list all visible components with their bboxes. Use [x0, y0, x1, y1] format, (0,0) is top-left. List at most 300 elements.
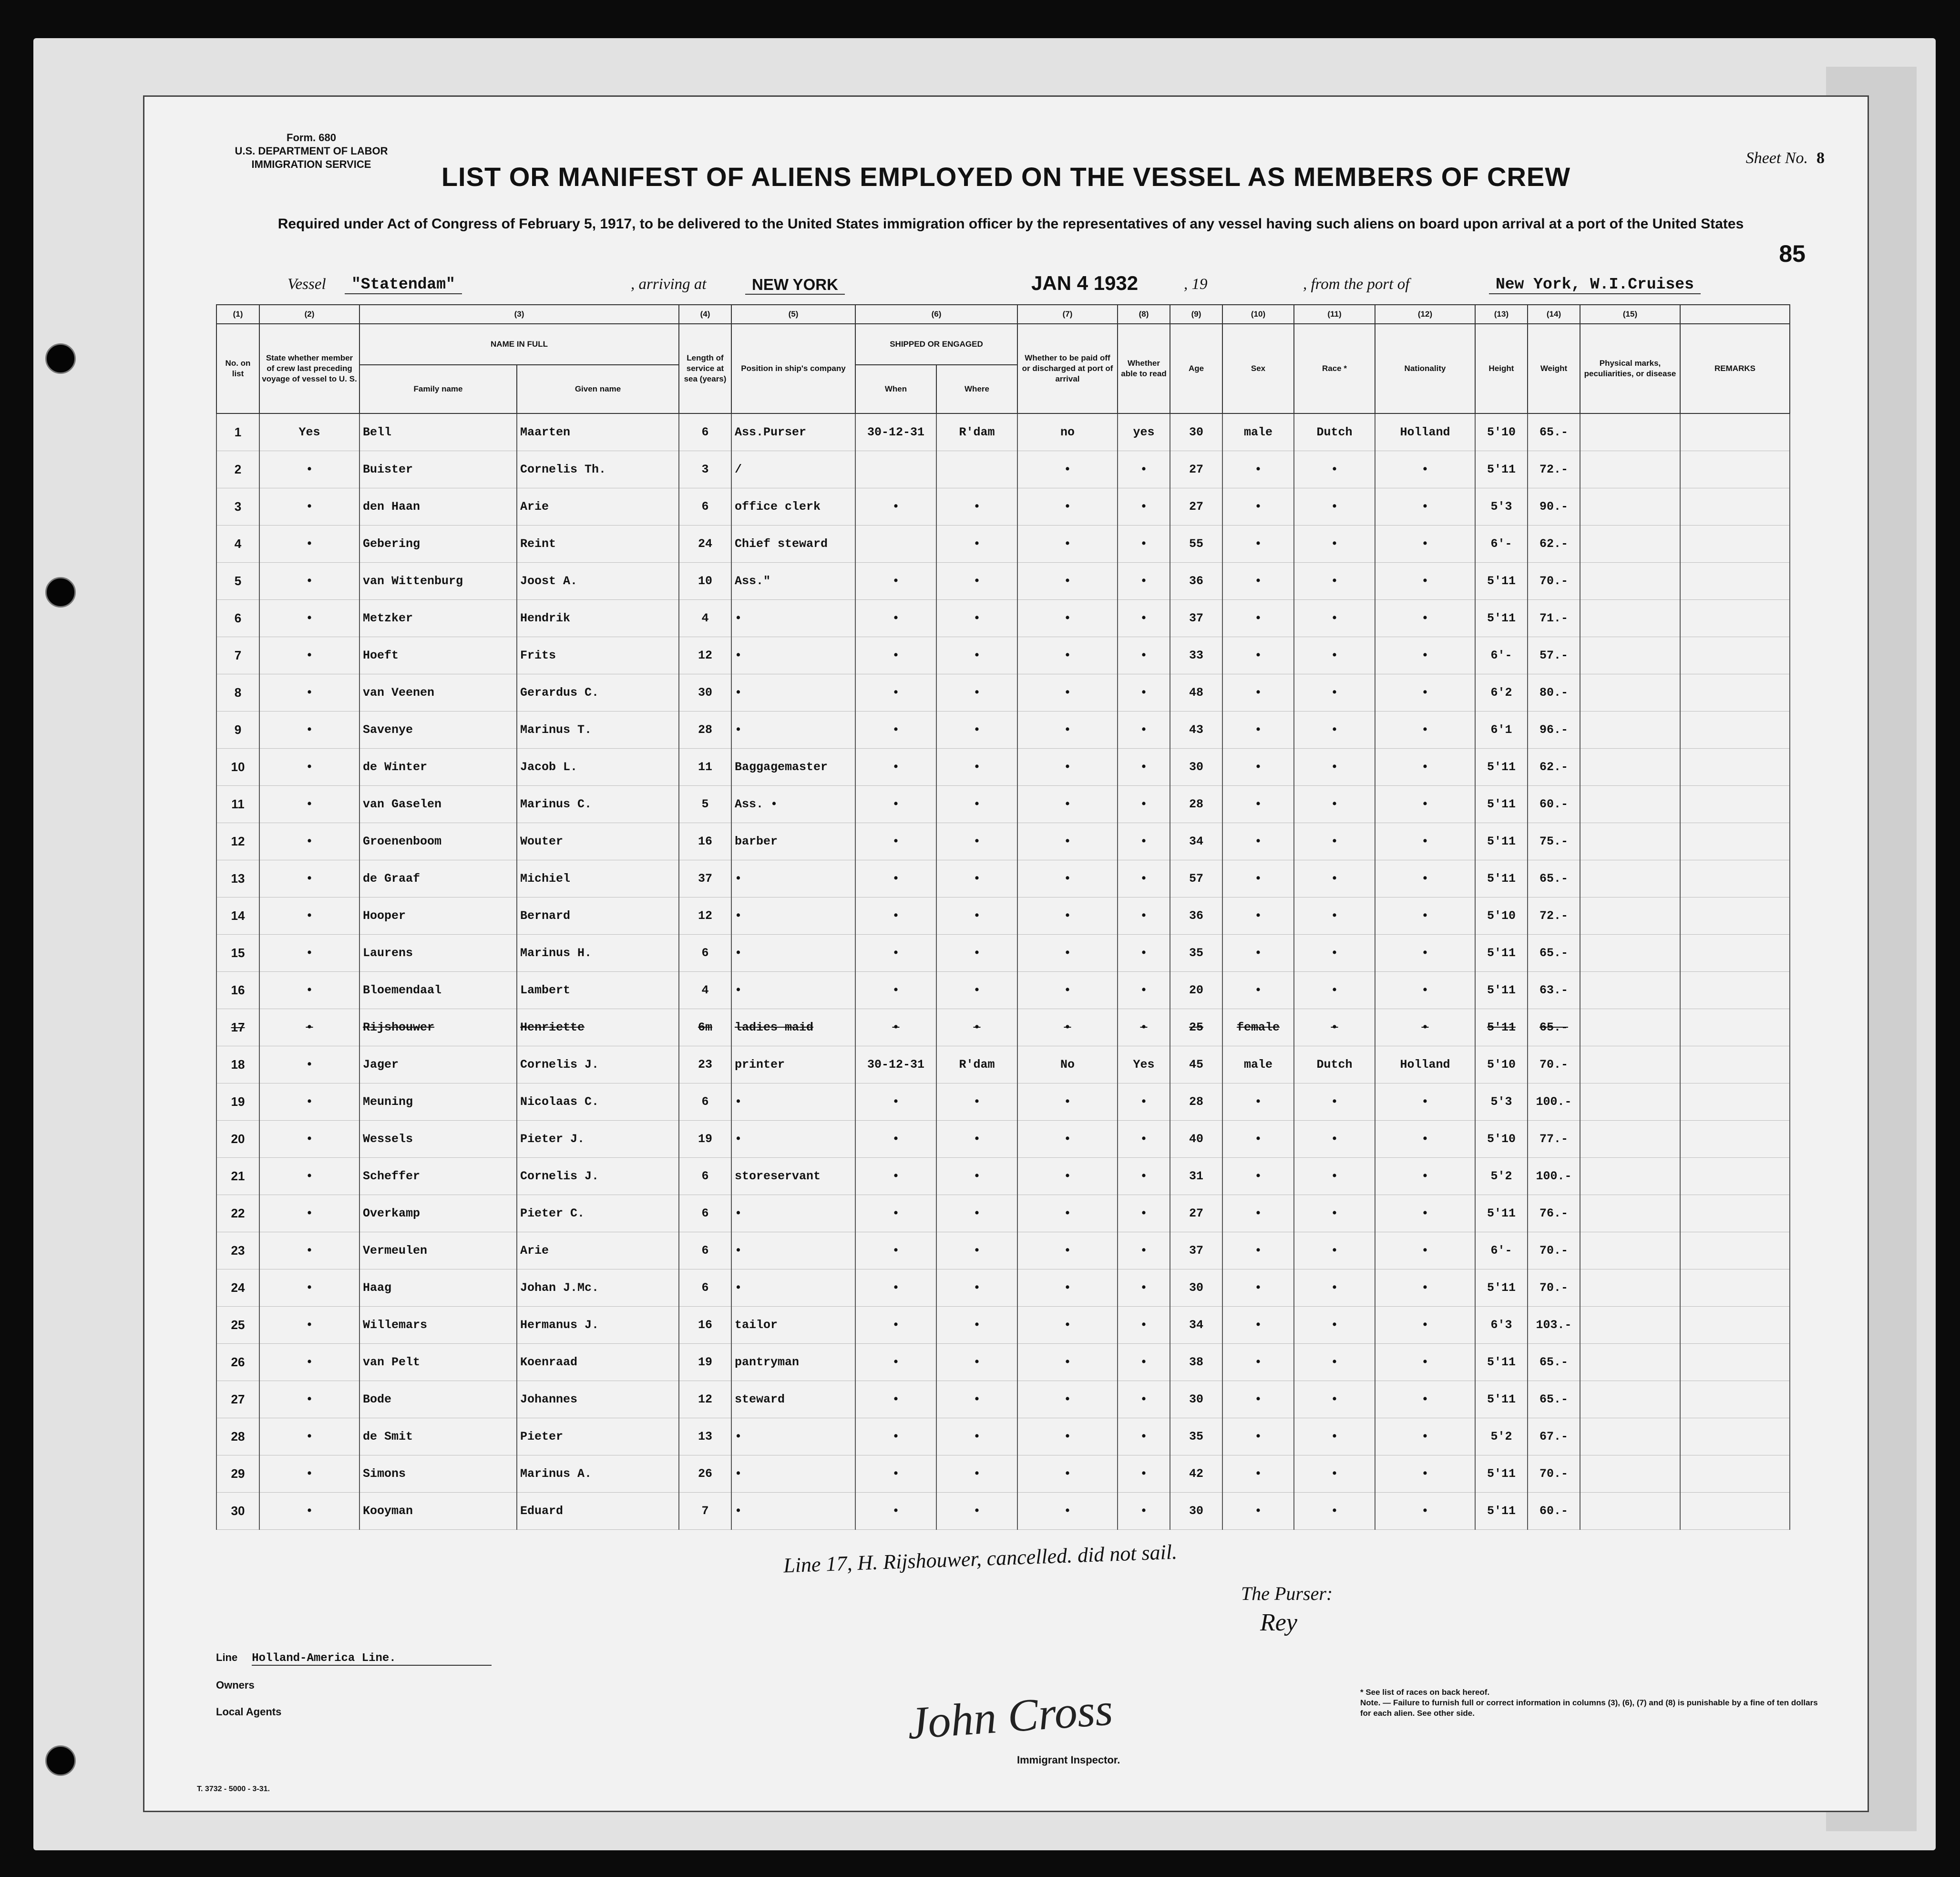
table-row: [216, 1493, 1790, 1530]
ship-position: /: [731, 451, 855, 488]
ship-position: •: [731, 1493, 855, 1530]
shipped-when: •: [855, 897, 936, 935]
height: 5'10: [1475, 897, 1528, 935]
weight: 65.-: [1528, 1344, 1580, 1381]
shipped-where: •: [936, 1418, 1017, 1455]
header-race: Race *: [1294, 324, 1375, 413]
given-name: Arie: [517, 1232, 679, 1269]
family-name: Vermeulen: [359, 1232, 517, 1269]
weight: 72.-: [1528, 897, 1580, 935]
weight: 63.-: [1528, 972, 1580, 1009]
shipped-when: •: [855, 786, 936, 823]
ship-position: •: [731, 1121, 855, 1158]
age: 34: [1170, 823, 1222, 860]
shipped-where: •: [936, 1344, 1017, 1381]
height: 5'3: [1475, 1083, 1528, 1121]
footer-fields: [216, 1644, 492, 1725]
sex: •: [1222, 1381, 1294, 1418]
nationality: •: [1375, 1158, 1475, 1195]
member-previous-voyage: •: [259, 488, 359, 526]
age: 35: [1170, 935, 1222, 972]
service-length: 16: [679, 1307, 731, 1344]
age: 43: [1170, 712, 1222, 749]
age: 28: [1170, 1083, 1222, 1121]
table-row: [216, 786, 1790, 823]
able-to-read: •: [1118, 1493, 1170, 1530]
race: •: [1294, 1158, 1375, 1195]
remarks: [1680, 786, 1790, 823]
family-name: Hoeft: [359, 637, 517, 674]
nationality: •: [1375, 786, 1475, 823]
nationality: Holland: [1375, 413, 1475, 451]
family-name: van Wittenburg: [359, 563, 517, 600]
age: 36: [1170, 563, 1222, 600]
family-name: Bell: [359, 413, 517, 451]
sex: •: [1222, 823, 1294, 860]
sequence-number: 85: [1779, 240, 1806, 267]
shipped-when: •: [855, 1232, 936, 1269]
sex: •: [1222, 563, 1294, 600]
shipped-where: •: [936, 1232, 1017, 1269]
shipped-where: •: [936, 1195, 1017, 1232]
header-member: State whether member of crew last preceding voyage of vessel to U. S.: [259, 324, 359, 413]
ship-position: •: [731, 1232, 855, 1269]
physical-marks: [1580, 1455, 1680, 1493]
physical-marks: [1580, 712, 1680, 749]
paid-off: •: [1017, 1455, 1118, 1493]
given-name: Koenraad: [517, 1344, 679, 1381]
sex: •: [1222, 1455, 1294, 1493]
family-name: Scheffer: [359, 1158, 517, 1195]
shipped-where: •: [936, 1381, 1017, 1418]
shipped-where: •: [936, 1493, 1017, 1530]
height: 5'10: [1475, 1046, 1528, 1083]
given-name: Cornelis Th.: [517, 451, 679, 488]
nationality: •: [1375, 674, 1475, 712]
table-row: [216, 563, 1790, 600]
able-to-read: •: [1118, 1455, 1170, 1493]
nationality: •: [1375, 563, 1475, 600]
remarks: [1680, 860, 1790, 897]
ship-position: •: [731, 712, 855, 749]
nationality: •: [1375, 823, 1475, 860]
family-name: de Smit: [359, 1418, 517, 1455]
height: 5'11: [1475, 786, 1528, 823]
family-name: Haag: [359, 1269, 517, 1307]
service-length: 4: [679, 600, 731, 637]
height: 5'10: [1475, 1121, 1528, 1158]
shipped-when: •: [855, 600, 936, 637]
given-name: Cornelis J.: [517, 1158, 679, 1195]
shipped-where: •: [936, 1083, 1017, 1121]
physical-marks: [1580, 786, 1680, 823]
table-row: [216, 860, 1790, 897]
row-number: 29: [216, 1455, 259, 1493]
able-to-read: •: [1118, 1269, 1170, 1307]
nationality: •: [1375, 1455, 1475, 1493]
age: 30: [1170, 1493, 1222, 1530]
able-to-read: •: [1118, 488, 1170, 526]
header-nationality: Nationality: [1375, 324, 1475, 413]
ship-position: •: [731, 1083, 855, 1121]
service-length: 6: [679, 935, 731, 972]
ship-position: barber: [731, 823, 855, 860]
service-length: 6: [679, 1232, 731, 1269]
row-number: 6: [216, 600, 259, 637]
physical-marks: [1580, 563, 1680, 600]
shipped-where: •: [936, 786, 1017, 823]
row-number: 28: [216, 1418, 259, 1455]
col-num: (14): [1528, 305, 1580, 324]
remarks: [1680, 413, 1790, 451]
given-name: Arie: [517, 488, 679, 526]
nationality: •: [1375, 451, 1475, 488]
paid-off: •: [1017, 674, 1118, 712]
height: 6'3: [1475, 1307, 1528, 1344]
remarks: [1680, 563, 1790, 600]
weight: 80.-: [1528, 674, 1580, 712]
remarks: [1680, 674, 1790, 712]
family-name: Overkamp: [359, 1195, 517, 1232]
paid-off: No: [1017, 1046, 1118, 1083]
physical-marks: [1580, 488, 1680, 526]
row-number: 1: [216, 413, 259, 451]
sex: female: [1222, 1009, 1294, 1046]
service-length: 28: [679, 712, 731, 749]
physical-marks: [1580, 972, 1680, 1009]
nationality: •: [1375, 1307, 1475, 1344]
physical-marks: [1580, 823, 1680, 860]
height: 6'1: [1475, 712, 1528, 749]
race: •: [1294, 1232, 1375, 1269]
shipped-when: [855, 451, 936, 488]
shipped-when: •: [855, 1121, 936, 1158]
service-length: 19: [679, 1121, 731, 1158]
shipped-where: •: [936, 488, 1017, 526]
nationality: •: [1375, 860, 1475, 897]
age: 31: [1170, 1158, 1222, 1195]
service-length: 12: [679, 1381, 731, 1418]
row-number: 24: [216, 1269, 259, 1307]
row-number: 5: [216, 563, 259, 600]
member-previous-voyage: •: [259, 1046, 359, 1083]
ship-position: Baggagemaster: [731, 749, 855, 786]
service-length: 30: [679, 674, 731, 712]
family-name: van Gaselen: [359, 786, 517, 823]
table-row: [216, 897, 1790, 935]
nationality: •: [1375, 600, 1475, 637]
physical-marks: [1580, 1083, 1680, 1121]
race: •: [1294, 1121, 1375, 1158]
given-name: Marinus T.: [517, 712, 679, 749]
nationality: •: [1375, 1381, 1475, 1418]
shipped-when: 30-12-31: [855, 413, 936, 451]
remarks: [1680, 897, 1790, 935]
given-name: Michiel: [517, 860, 679, 897]
physical-marks: [1580, 1232, 1680, 1269]
member-previous-voyage: •: [259, 1307, 359, 1344]
weight: 100.-: [1528, 1083, 1580, 1121]
remarks: [1680, 972, 1790, 1009]
table-row: [216, 712, 1790, 749]
sex: •: [1222, 860, 1294, 897]
race: Dutch: [1294, 1046, 1375, 1083]
ship-position: •: [731, 972, 855, 1009]
service-length: 16: [679, 823, 731, 860]
member-previous-voyage: •: [259, 897, 359, 935]
height: 5'11: [1475, 935, 1528, 972]
nationality: •: [1375, 1232, 1475, 1269]
paid-off: •: [1017, 1121, 1118, 1158]
age: 30: [1170, 413, 1222, 451]
shipped-when: •: [855, 1493, 936, 1530]
paid-off: •: [1017, 1269, 1118, 1307]
member-previous-voyage: •: [259, 1381, 359, 1418]
service-length: 6: [679, 1158, 731, 1195]
shipped-where: •: [936, 860, 1017, 897]
inspector-signature: John Cross: [905, 1683, 1115, 1749]
remarks: [1680, 488, 1790, 526]
physical-marks: [1580, 413, 1680, 451]
weight: 70.-: [1528, 1455, 1580, 1493]
member-previous-voyage: •: [259, 972, 359, 1009]
able-to-read: •: [1118, 1232, 1170, 1269]
row-number: 13: [216, 860, 259, 897]
ship-position: •: [731, 860, 855, 897]
physical-marks: [1580, 600, 1680, 637]
height: 5'2: [1475, 1418, 1528, 1455]
nationality: •: [1375, 637, 1475, 674]
table-row: [216, 1307, 1790, 1344]
member-previous-voyage: •: [259, 600, 359, 637]
physical-marks: [1580, 1046, 1680, 1083]
race: •: [1294, 637, 1375, 674]
paid-off: •: [1017, 712, 1118, 749]
height: 5'11: [1475, 1195, 1528, 1232]
weight: 62.-: [1528, 526, 1580, 563]
weight: 72.-: [1528, 451, 1580, 488]
table-row: [216, 935, 1790, 972]
family-name: Willemars: [359, 1307, 517, 1344]
able-to-read: •: [1118, 1381, 1170, 1418]
race: •: [1294, 674, 1375, 712]
given-name: Hendrik: [517, 600, 679, 637]
shipped-when: •: [855, 1269, 936, 1307]
remarks: [1680, 1455, 1790, 1493]
member-previous-voyage: •: [259, 637, 359, 674]
header-position: Position in ship's company: [731, 324, 855, 413]
weight: 65.-: [1528, 1381, 1580, 1418]
shipped-when: •: [855, 1381, 936, 1418]
paid-off: •: [1017, 1158, 1118, 1195]
nationality: •: [1375, 1121, 1475, 1158]
ship-position: •: [731, 1269, 855, 1307]
sheet-value: 8: [1816, 149, 1825, 167]
height: 6'2: [1475, 674, 1528, 712]
age: 35: [1170, 1418, 1222, 1455]
race: •: [1294, 1083, 1375, 1121]
physical-marks: [1580, 1121, 1680, 1158]
service-length: 12: [679, 897, 731, 935]
given-name: Cornelis J.: [517, 1046, 679, 1083]
age: 27: [1170, 488, 1222, 526]
shipped-when: •: [855, 1307, 936, 1344]
shipped-when: •: [855, 1009, 936, 1046]
ship-position: •: [731, 1455, 855, 1493]
given-name: Gerardus C.: [517, 674, 679, 712]
member-previous-voyage: •: [259, 1455, 359, 1493]
remarks: [1680, 451, 1790, 488]
sex: •: [1222, 972, 1294, 1009]
age: 57: [1170, 860, 1222, 897]
shipped-where: •: [936, 1158, 1017, 1195]
shipped-where: •: [936, 637, 1017, 674]
row-number: 3: [216, 488, 259, 526]
shipped-where: R'dam: [936, 1046, 1017, 1083]
ship-position: ladies maid: [731, 1009, 855, 1046]
race: •: [1294, 897, 1375, 935]
header-paid-off: Whether to be paid off or discharged at port of arrival: [1017, 324, 1118, 413]
race: •: [1294, 1307, 1375, 1344]
sex: •: [1222, 712, 1294, 749]
height: 5'3: [1475, 488, 1528, 526]
able-to-read: Yes: [1118, 1046, 1170, 1083]
sex: •: [1222, 637, 1294, 674]
service-length: 3: [679, 451, 731, 488]
age: 48: [1170, 674, 1222, 712]
weight: 70.-: [1528, 563, 1580, 600]
family-name: Meuning: [359, 1083, 517, 1121]
ship-position: •: [731, 600, 855, 637]
age: 30: [1170, 1381, 1222, 1418]
race: •: [1294, 786, 1375, 823]
family-name: Groenenboom: [359, 823, 517, 860]
age: 27: [1170, 451, 1222, 488]
shipped-where: R'dam: [936, 413, 1017, 451]
shipped-when: •: [855, 1158, 936, 1195]
table-row: [216, 1046, 1790, 1083]
member-previous-voyage: Yes: [259, 413, 359, 451]
height: 6'-: [1475, 637, 1528, 674]
table-row: [216, 1121, 1790, 1158]
service-name: IMMIGRATION SERVICE: [251, 158, 371, 170]
remarks: [1680, 935, 1790, 972]
physical-marks: [1580, 526, 1680, 563]
year-suffix: , 19: [1184, 276, 1208, 293]
col-num: (2): [259, 305, 359, 324]
height: 5'11: [1475, 749, 1528, 786]
table-row: [216, 1269, 1790, 1307]
service-length: 6: [679, 1083, 731, 1121]
weight: 70.-: [1528, 1269, 1580, 1307]
header-name-full: NAME IN FULL: [359, 324, 679, 365]
given-name: Pieter J.: [517, 1121, 679, 1158]
col-num: (5): [731, 305, 855, 324]
sex: male: [1222, 413, 1294, 451]
line-label: Line: [216, 1651, 238, 1663]
race: •: [1294, 600, 1375, 637]
service-length: 37: [679, 860, 731, 897]
ship-position: office clerk: [731, 488, 855, 526]
race: •: [1294, 488, 1375, 526]
given-name: Eduard: [517, 1493, 679, 1530]
shipped-when: •: [855, 563, 936, 600]
member-previous-voyage: •: [259, 1009, 359, 1046]
height: 5'11: [1475, 972, 1528, 1009]
member-previous-voyage: •: [259, 1232, 359, 1269]
table-row: [216, 1455, 1790, 1493]
remarks: [1680, 1418, 1790, 1455]
paid-off: •: [1017, 526, 1118, 563]
row-number: 2: [216, 451, 259, 488]
nationality: •: [1375, 1009, 1475, 1046]
page-title: LIST OR MANIFEST OF ALIENS EMPLOYED ON THE VESSEL AS MEMBERS OF CREW: [441, 162, 1571, 192]
height: 5'11: [1475, 1455, 1528, 1493]
row-number: 20: [216, 1121, 259, 1158]
sex: •: [1222, 1158, 1294, 1195]
given-name: Johannes: [517, 1381, 679, 1418]
able-to-read: •: [1118, 451, 1170, 488]
vessel-name: "Statendam": [345, 276, 462, 294]
header-where: Where: [936, 365, 1017, 413]
footer-note: [1360, 1687, 1818, 1719]
shipped-where: [936, 451, 1017, 488]
shipped-when: •: [855, 1344, 936, 1381]
member-previous-voyage: •: [259, 1418, 359, 1455]
table-row: [216, 600, 1790, 637]
given-name: Nicolaas C.: [517, 1083, 679, 1121]
member-previous-voyage: •: [259, 1493, 359, 1530]
age: 34: [1170, 1307, 1222, 1344]
age: 45: [1170, 1046, 1222, 1083]
header-read: Whether able to read: [1118, 324, 1170, 413]
family-name: de Graaf: [359, 860, 517, 897]
table-row: [216, 637, 1790, 674]
paid-off: •: [1017, 1009, 1118, 1046]
given-name: Wouter: [517, 823, 679, 860]
shipped-when: •: [855, 1083, 936, 1121]
shipped-where: •: [936, 712, 1017, 749]
member-previous-voyage: •: [259, 563, 359, 600]
arriving-label: , arriving at: [631, 276, 707, 293]
shipped-where: •: [936, 600, 1017, 637]
race: •: [1294, 1009, 1375, 1046]
weight: 103.-: [1528, 1307, 1580, 1344]
family-name: Rijshouwer: [359, 1009, 517, 1046]
nationality: •: [1375, 712, 1475, 749]
sex: •: [1222, 935, 1294, 972]
member-previous-voyage: •: [259, 712, 359, 749]
service-length: 11: [679, 749, 731, 786]
ship-position: •: [731, 1195, 855, 1232]
able-to-read: •: [1118, 1307, 1170, 1344]
row-number: 4: [216, 526, 259, 563]
shipped-when: •: [855, 674, 936, 712]
paid-off: •: [1017, 488, 1118, 526]
header-age: Age: [1170, 324, 1222, 413]
service-length: 6m: [679, 1009, 731, 1046]
able-to-read: •: [1118, 1009, 1170, 1046]
remarks: [1680, 1269, 1790, 1307]
remarks: [1680, 1083, 1790, 1121]
age: 25: [1170, 1009, 1222, 1046]
family-name: Simons: [359, 1455, 517, 1493]
nationality: Holland: [1375, 1046, 1475, 1083]
age: 30: [1170, 749, 1222, 786]
given-name: Hermanus J.: [517, 1307, 679, 1344]
sex: •: [1222, 1269, 1294, 1307]
able-to-read: •: [1118, 600, 1170, 637]
